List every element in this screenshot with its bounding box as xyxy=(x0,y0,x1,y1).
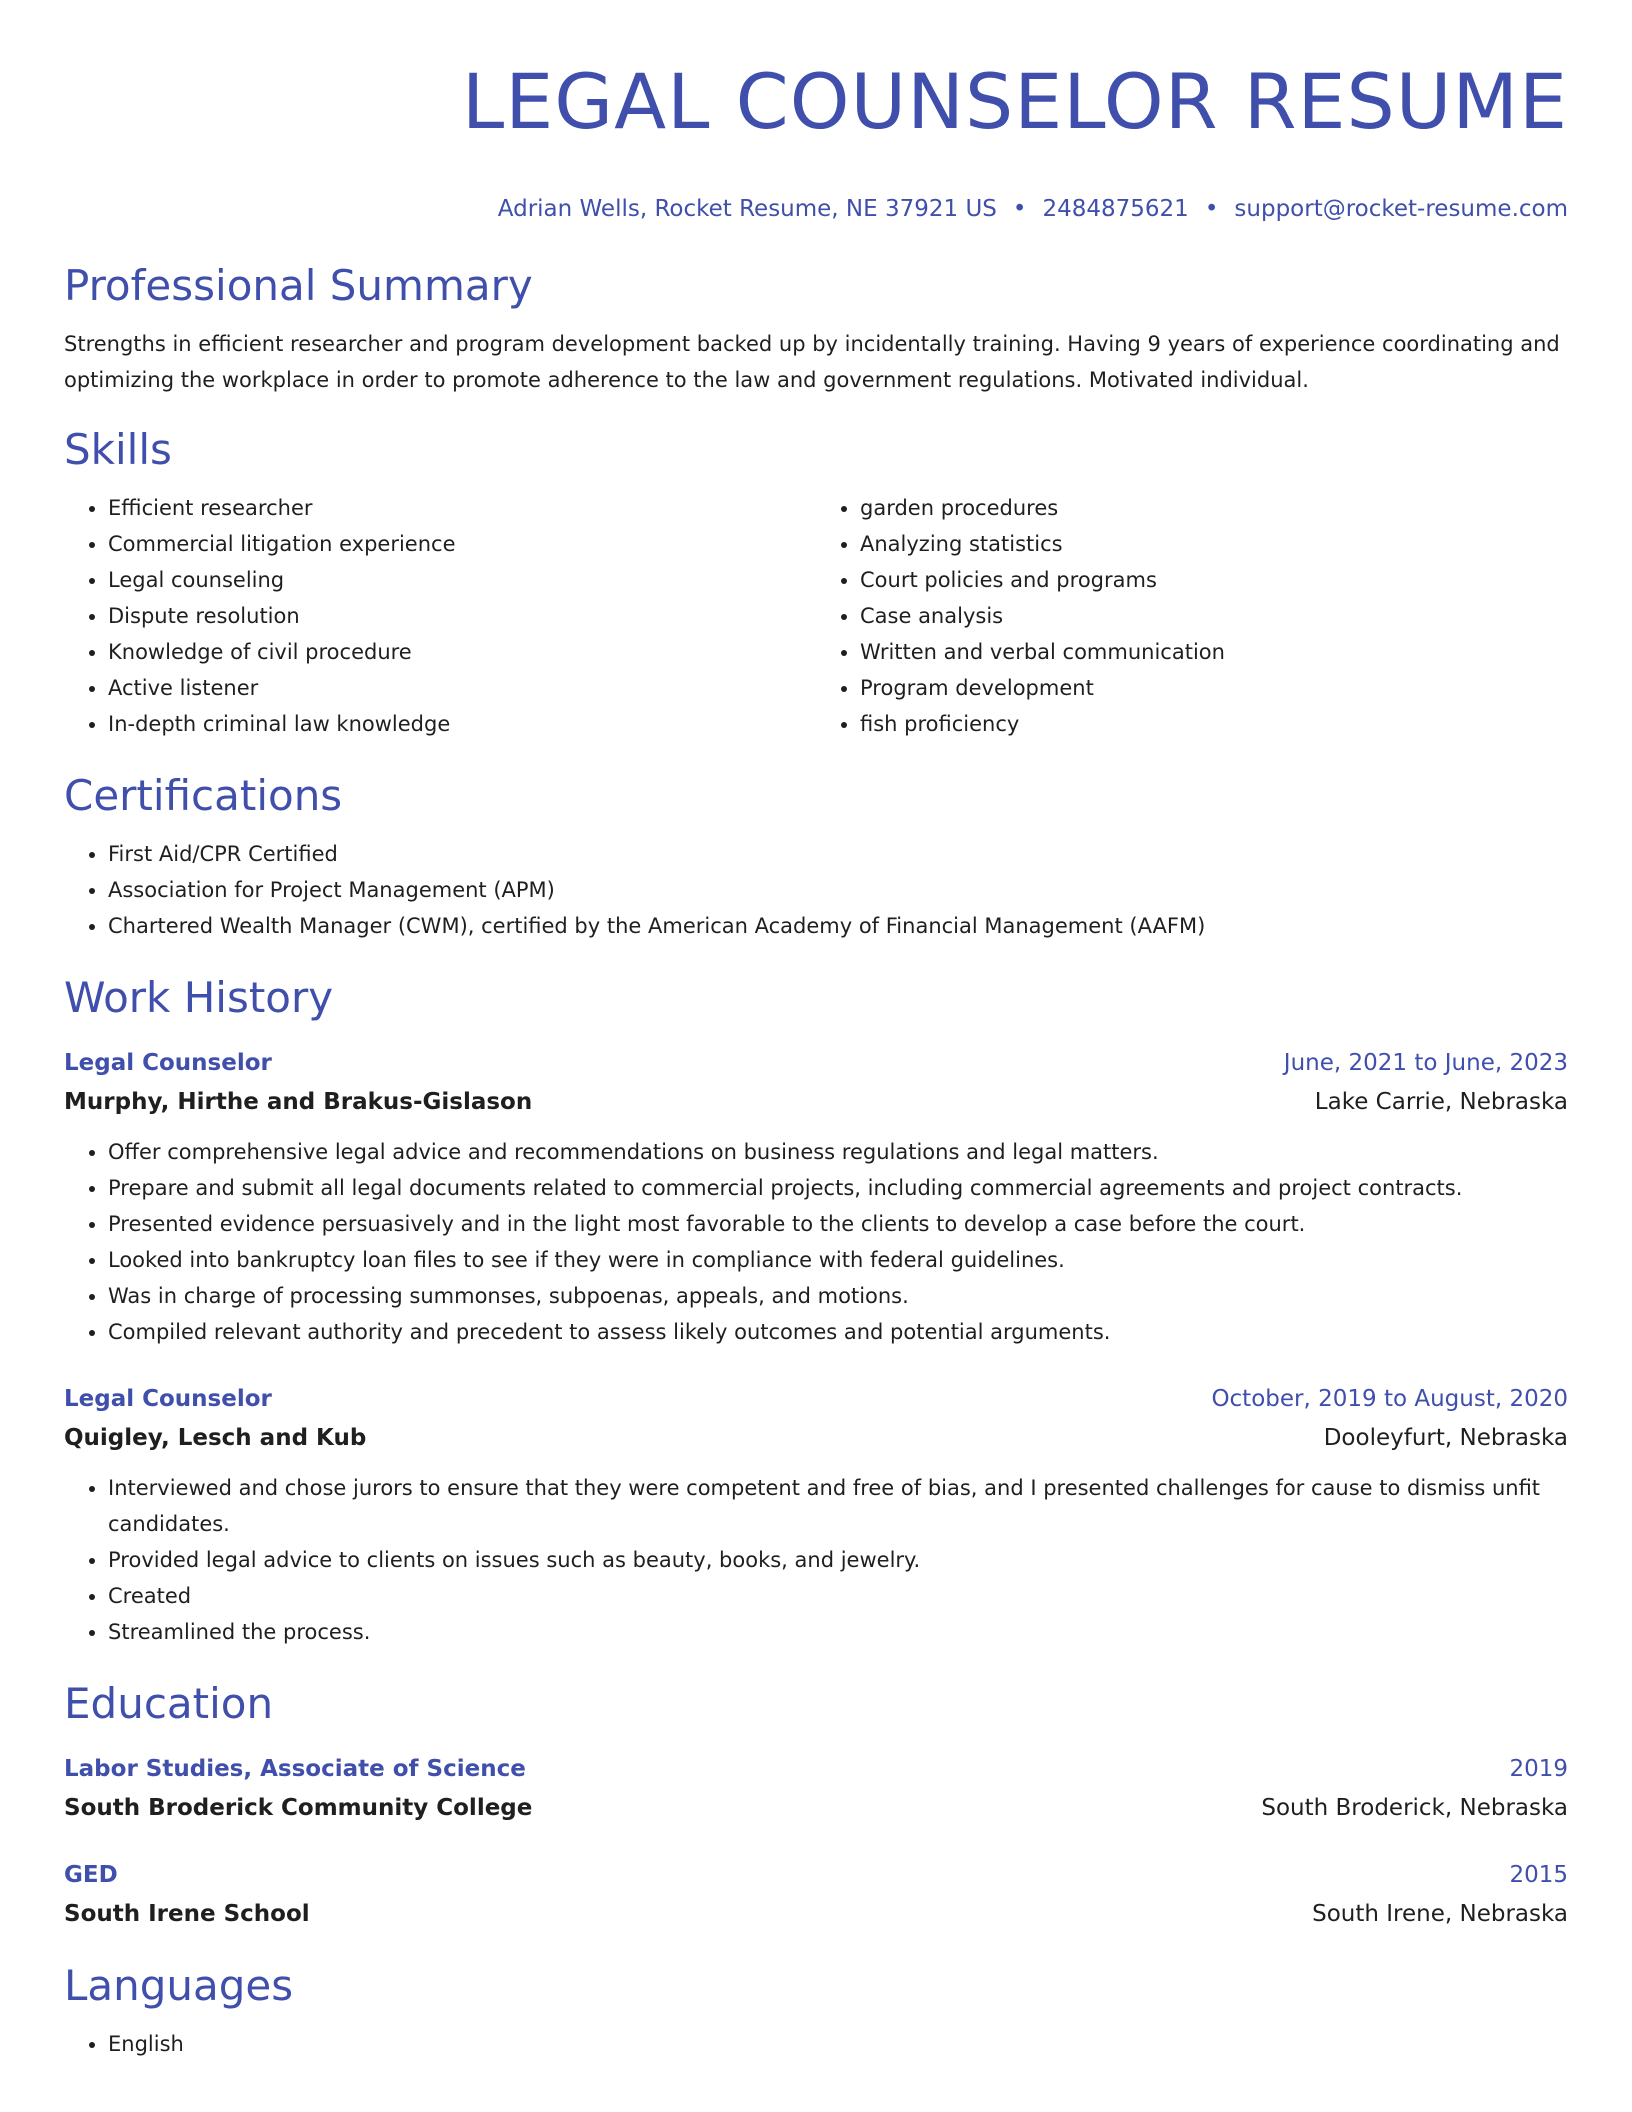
summary-text: Strengths in efficient researcher and program development backed up by incidentally training. Having 9 years of experience coordinating and optimizing the workplace in order to promote adherence to the law and government regulations. Motivated individual. xyxy=(64,332,1560,392)
skill-item: • Case analysis xyxy=(860,598,1568,634)
skill-item: • Active listener xyxy=(108,670,816,706)
skills-heading: Skills xyxy=(64,425,172,474)
job-company-row xyxy=(64,1416,1568,1456)
certification-item: • Chartered Wealth Manager (CWM), certified by the American Academy of Financial Management (AAFM) xyxy=(108,908,1568,944)
job-bullets xyxy=(64,1134,1568,1350)
contact-phone: 2484875621 xyxy=(1042,196,1189,222)
education-degree: Labor Studies, Associate of Science xyxy=(64,1756,526,1782)
job-bullet: • Looked into bankruptcy loan files to see if they were in compliance with federal guidelines. xyxy=(108,1242,1568,1278)
job-bullet: • Was in charge of processing summonses, subpoenas, appeals, and motions. xyxy=(108,1278,1568,1314)
skill-item: • garden procedures xyxy=(860,490,1568,526)
education-location: South Broderick, Nebraska xyxy=(1261,1795,1568,1821)
job-bullets xyxy=(64,1470,1568,1650)
job-bullet: • Prepare and submit all legal documents related to commercial projects, including commercial agreements and project contracts. xyxy=(108,1170,1568,1206)
job-bullet: • Streamlined the process. xyxy=(108,1614,1568,1650)
contact-address: Adrian Wells, Rocket Resume, NE 37921 US xyxy=(497,196,997,222)
skills-list-left xyxy=(64,490,816,742)
certifications-list xyxy=(64,836,1568,944)
summary-heading: Professional Summary xyxy=(64,261,533,310)
job-role: Legal Counselor xyxy=(64,1386,272,1412)
job-company: Quigley, Lesch and Kub xyxy=(64,1425,367,1451)
skill-item: • In-depth criminal law knowledge xyxy=(108,706,816,742)
education-school: South Broderick Community College xyxy=(64,1795,533,1821)
skill-item: • fish proficiency xyxy=(860,706,1568,742)
skill-item: • Efficient researcher xyxy=(108,490,816,526)
job-entry xyxy=(64,1382,1568,1650)
education-degree-row xyxy=(64,1858,1568,1892)
job-bullet: • Offer comprehensive legal advice and recommendations on business regulations and legal matters. xyxy=(108,1134,1568,1170)
skill-item: • Legal counseling xyxy=(108,562,816,598)
job-bullet: • Provided legal advice to clients on issues such as beauty, books, and jewelry. xyxy=(108,1542,1568,1578)
certification-item: • Association for Project Management (APM) xyxy=(108,872,1568,908)
contact-separator: • xyxy=(1204,196,1219,222)
contact-email[interactable]: support@rocket-resume.com xyxy=(1234,196,1568,222)
education-year: 2015 xyxy=(1509,1862,1568,1888)
skill-item: • Analyzing statistics xyxy=(860,526,1568,562)
languages-heading: Languages xyxy=(64,1961,294,2010)
job-bullet: • Compiled relevant authority and precedent to assess likely outcomes and potential arguments. xyxy=(108,1314,1568,1350)
job-entry xyxy=(64,1046,1568,1350)
job-location: Lake Carrie, Nebraska xyxy=(1314,1089,1568,1115)
education-school-row xyxy=(64,1786,1568,1826)
job-bullet: • Interviewed and chose jurors to ensure that they were competent and free of bias, and I presented challenges for cause to dismiss unfit candidates. xyxy=(108,1470,1568,1542)
work-history-heading: Work History xyxy=(64,973,334,1022)
skill-item: • Program development xyxy=(860,670,1568,706)
job-title-row xyxy=(64,1382,1568,1416)
job-dates: June, 2021 to June, 2023 xyxy=(1283,1050,1568,1076)
education-entry xyxy=(64,1752,1568,1826)
education-degree-row xyxy=(64,1752,1568,1786)
skill-item: • Court policies and programs xyxy=(860,562,1568,598)
education-degree: GED xyxy=(64,1862,118,1888)
skill-item: • Written and verbal communication xyxy=(860,634,1568,670)
job-title-row xyxy=(64,1046,1568,1080)
language-item: • English xyxy=(108,2026,1568,2062)
education-year: 2019 xyxy=(1509,1756,1568,1782)
job-company: Murphy, Hirthe and Brakus-Gislason xyxy=(64,1089,533,1115)
job-location: Dooleyfurt, Nebraska xyxy=(1323,1425,1568,1451)
job-dates: October, 2019 to August, 2020 xyxy=(1211,1386,1568,1412)
certifications-heading: Certifications xyxy=(64,771,343,820)
skill-item: • Commercial litigation experience xyxy=(108,526,816,562)
certification-item: • First Aid/CPR Certified xyxy=(108,836,1568,872)
education-school-row xyxy=(64,1892,1568,1932)
contact-separator: • xyxy=(1012,196,1027,222)
education-location: South Irene, Nebraska xyxy=(1312,1901,1568,1927)
contact-line xyxy=(64,194,1568,224)
skill-item: • Knowledge of civil procedure xyxy=(108,634,816,670)
skills-columns xyxy=(64,490,1568,742)
skills-list-right xyxy=(816,490,1568,742)
job-role: Legal Counselor xyxy=(64,1050,272,1076)
languages-list xyxy=(64,2026,1568,2062)
job-bullet: • Presented evidence persuasively and in the light most favorable to the clients to develop a case before the court. xyxy=(108,1206,1568,1242)
education-entry xyxy=(64,1858,1568,1932)
education-school: South Irene School xyxy=(64,1901,310,1927)
job-bullet: • Created xyxy=(108,1578,1568,1614)
skill-item: • Dispute resolution xyxy=(108,598,816,634)
education-heading: Education xyxy=(64,1679,274,1728)
job-company-row xyxy=(64,1080,1568,1120)
resume-title: LEGAL COUNSELOR RESUME xyxy=(461,57,1568,146)
